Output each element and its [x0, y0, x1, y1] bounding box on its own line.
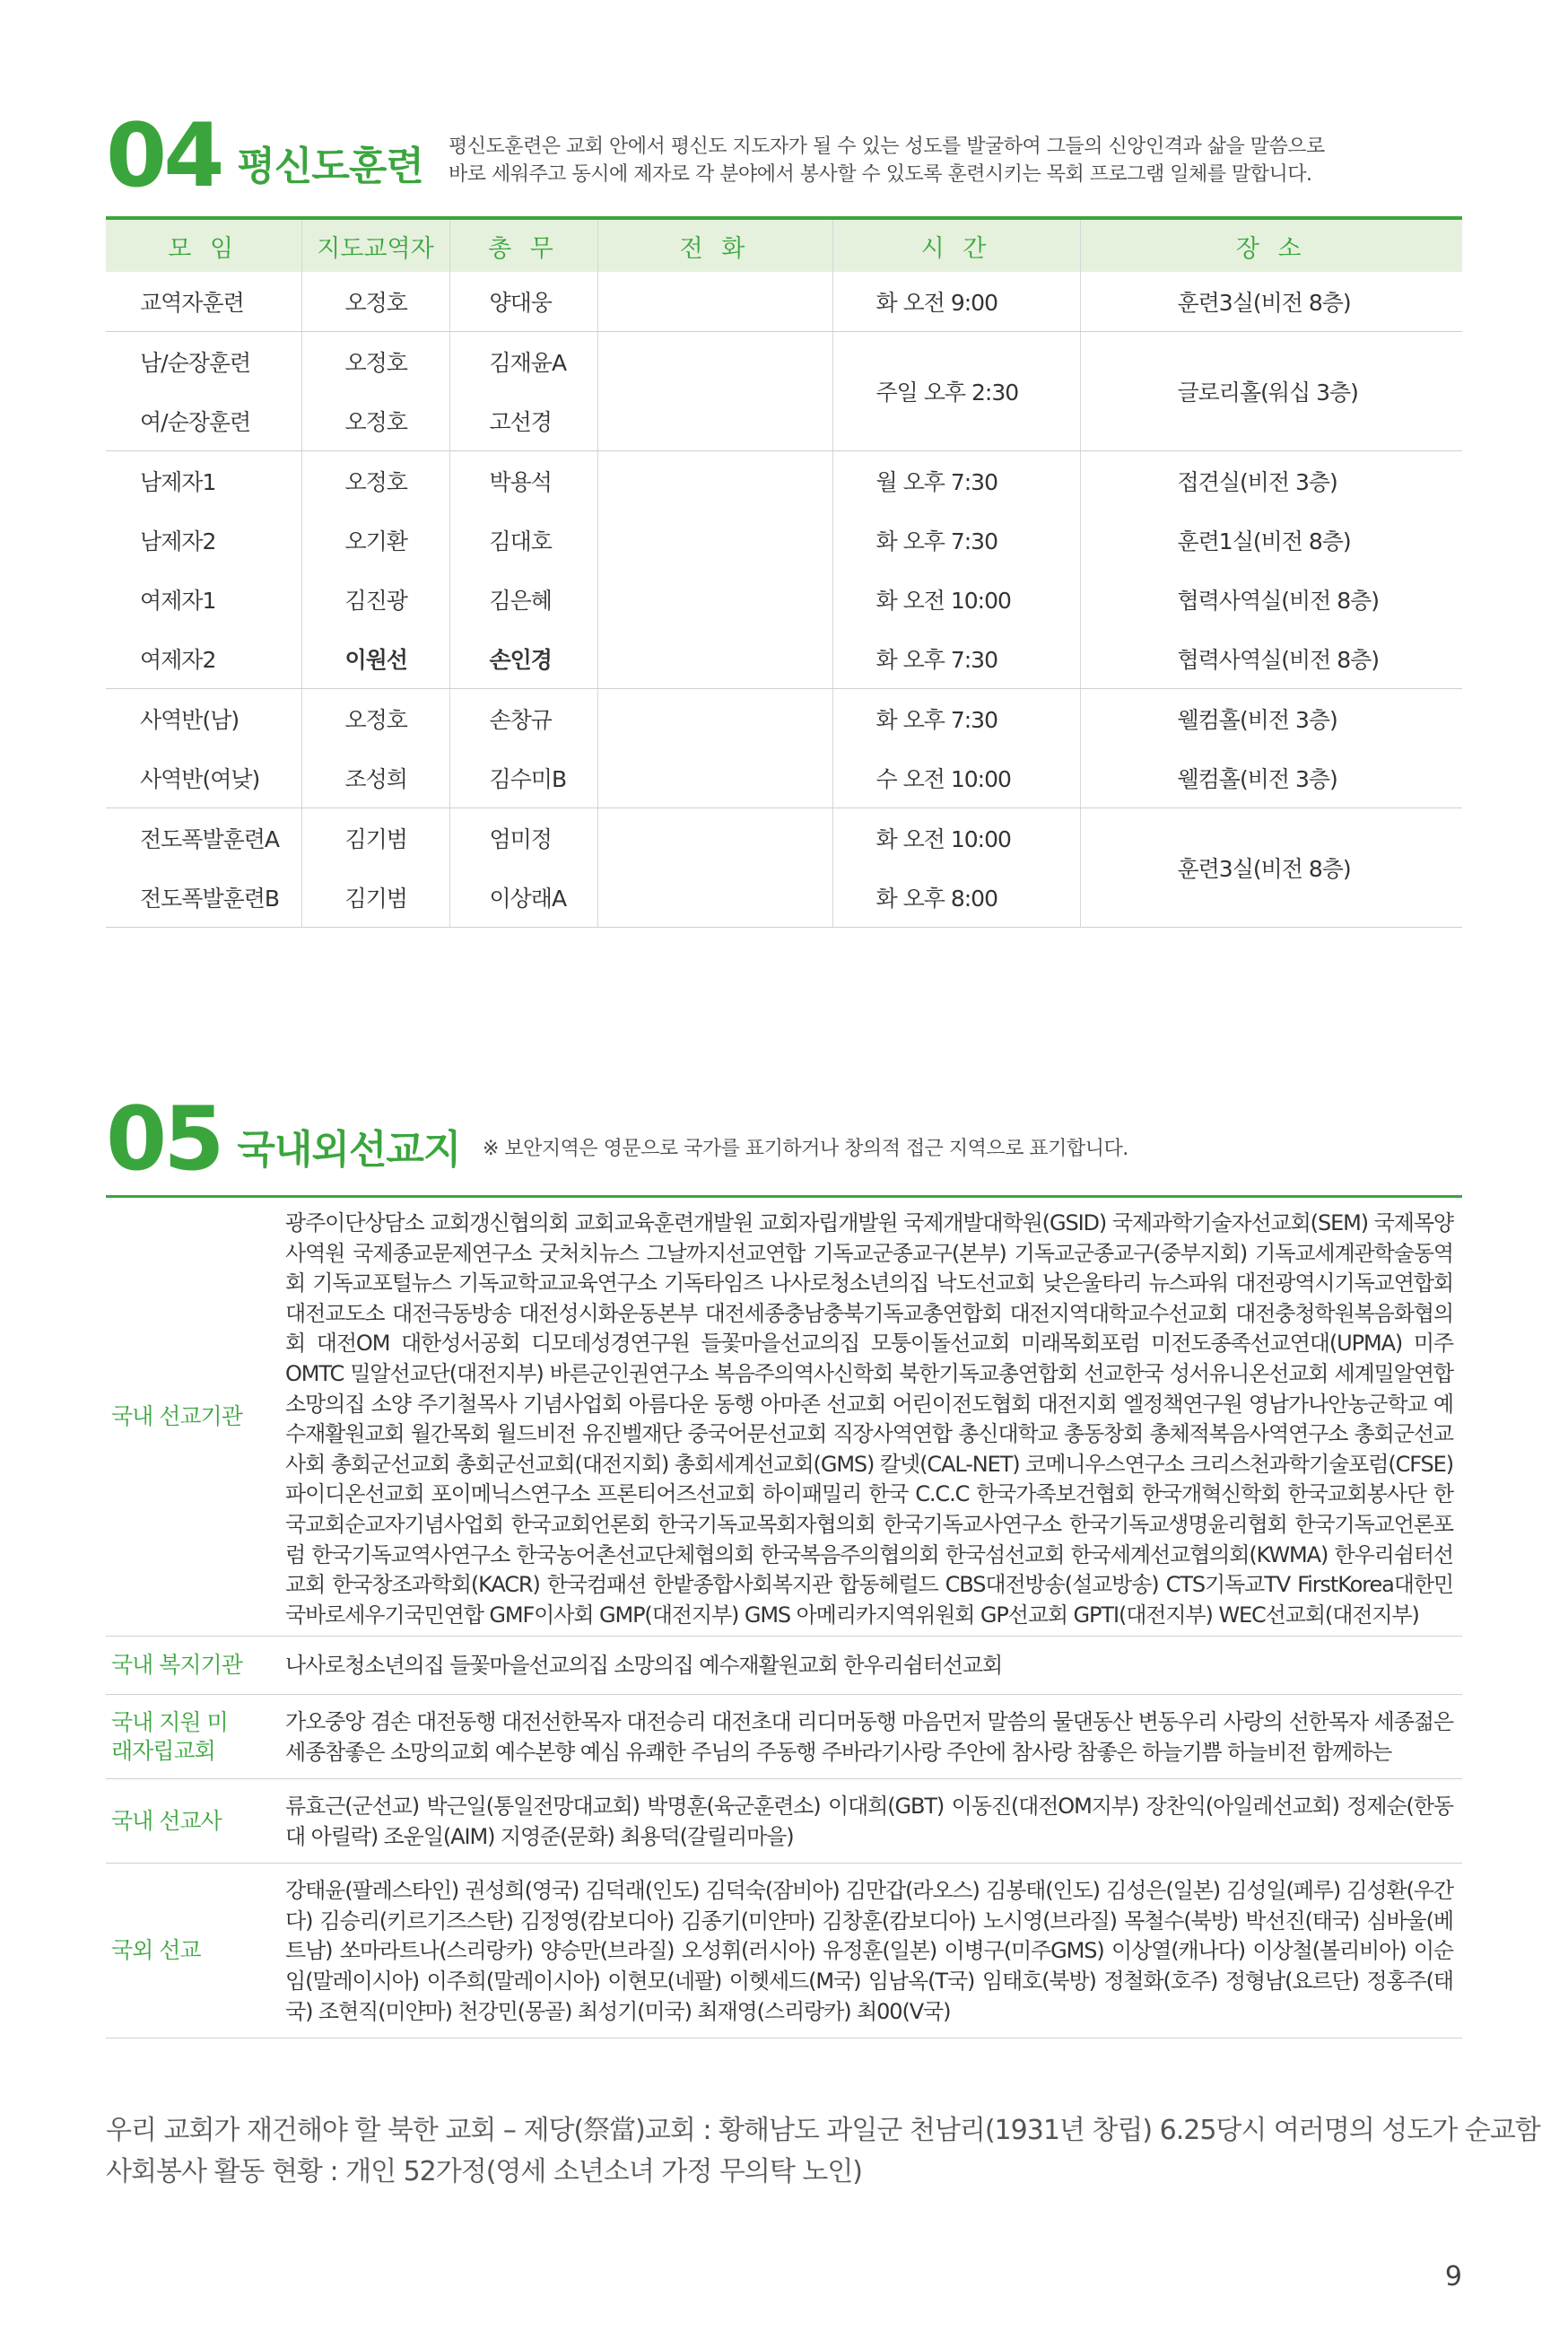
mission-row-churches: 국내 지원 미래자립교회 가오중앙 겸손 대전동행 대전선한목자 대전승리 대전초대 리디머동행 마음먼저 말씀의 물댄동산 변동우리 사랑의 선한목자 세종젊은 세종참좋은 소망의교회 예수본향 예심 유쾌한 주님의 주동행 주바라기사랑 주안에 참사랑 참좋은 하늘기쁨 하늘비전 함께하는 — [106, 1695, 1462, 1779]
mission-row-overseas: 국외 선교 강태윤(팔레스타인) 권성희(영국) 김덕래(인도) 김덕숙(잠비아) 김만갑(라오스) 김봉태(인도) 김성은(일본) 김성일(페루) 김성환(우간다) 김승리(키르기즈스탄) 김정영(캄보디아) 김종기(미얀마) 김창훈(캄보디아) 노시영(브라질) 목철수(북방) 박선진(태국) 심바울(베트남) 쏘마라트나(스리랑카) 양승만(브라질) 오성휘(러시아) 유정훈(일본) 이병구(미주GMS) 이상열(캐나다) 이상철(볼리비아) 이순임(말레이시아) 이주희(말레이시아) 이현모(네팔) 이헷세드(M국) 임남옥(T국) 임태호(북방) 정철화(호주) 정형남(요르단) 정홍주(태국) 조현직(미얀마) 천강민(몽골) 최성기(미국) 최재영(스리랑카) 최00(V국) — [106, 1864, 1462, 2039]
col-header-time: 시 간 — [832, 218, 1080, 272]
table-row: 여제자2 이원선 손인경 화 오후 7:30 협력사역실(비전 8층) — [106, 629, 1462, 689]
mission-row-domestic-orgs: 국내 선교기관 광주이단상담소 교회갱신협의회 교회교육훈련개발원 교회자립개발원 국제개발대학원(GSID) 국제과학기술자선교회(SEM) 국제목양사역원 국제종교문제연구소 굿처치뉴스 그날까지선교연합 기독교군종교구(본부) 기독교군종교구(중부지회) 기독교세계관학술동역회 기독교포털뉴스 기독교학교교육연구소 기독타임즈 나사로청소년의집 낙도선교회 낮은울타리 뉴스파워 대전광역시기독교연합회 대전교도소 대전극동방송 대전성시화운동본부 대전세종충남충북기독교총연합회 대전지역대학교수선교회 대전충청학원복음화협의회 대전OM 대한성서공회 디모데성경연구원 들꽃마을선교의집 모퉁이돌선교회 미래목회포럼 미전도종족선교연대(UPMA) 미주OMTC 밀알선교단(대전지부) 바른군인권연구소 복음주의역사신학회 북한기독교총연합회 선교한국 성서유니온선교회 세계밀알연합 소망의집 소양 주기철목사 기념사업회 아름다운 동행 아마존 선교회 어린이전도협회 대전지회 엘정책연구원 영남가나안농군학교 예수재활원교회 월간목회 월드비전 유진벨재단 중국어문선교회 직장사역연합 총신대학교 총동창회 총체적복음사역연구소 총회군선교사회 총회군선교회 총회군선교회(대전지회) 총회세계선교회(GMS) 칼넷(CAL-NET) 코메니우스연구소 크리스천과학기술포럼(CFSE) 파이디온선교회 포이메닉스연구소 프론티어즈선교회 하이패밀리 한국 C.C.C 한국가족보건협회 한국개혁신학회 한국교회봉사단 한국교회순교자기념사업회 한국교회언론회 한국기독교목회자협의회 한국기독교사연구소 한국기독교생명윤리협회 한국기독교언론포럼 한국기독교역사연구소 한국농어촌선교단체협의회 한국복음주의협의회 한국섬선교회 한국세계선교협의회(KWMA) 한우리쉼터선교회 한국창조과학회(KACR) 한국컴패션 한밭종합사회복지관 합동헤럴드 CBS대전방송(설교방송) CTS기독교TV FirstKorea대한민국바로세우기국민연합 GMF이사회 GMP(대전지부) GMS 아메리카지역위원회 GP선교회 GPTI(대전지부) WEC선교회(대전지부) — [106, 1198, 1462, 1637]
footer-notes — [106, 2110, 1540, 2193]
north-korea-church-note: 우리 교회가 재건해야 할 북한 교회 – 제당(祭當)교회 : 황해남도 과일군 천남리(1931년 창립) 6.25당시 여러명의 성도가 순교함 — [106, 2115, 1540, 2146]
phone-cell — [597, 808, 832, 928]
section-04-heading — [106, 105, 423, 207]
table-row: 전도폭발훈련B 김기범 이상래A 화 오후 8:00 — [106, 868, 1462, 928]
section-title: 국내외선교지 — [237, 1127, 461, 1173]
missions-list — [106, 1195, 1462, 2039]
phone-cell — [597, 332, 832, 451]
table-row: 사역반(남) 오정호 손창규 화 오후 7:30 웰컴홀(비전 3층) — [106, 689, 1462, 749]
section-note: ※ 보안지역은 영문으로 국가를 표기하거나 창의적 접근 지역으로 표기합니다. — [483, 1138, 1128, 1160]
mission-row-welfare: 국내 복지기관 나사로청소년의집 들꽃마을선교의집 소망의집 예수재활원교회 한우리쉼터선교회 — [106, 1637, 1462, 1695]
section-title: 평신도훈련 — [237, 144, 423, 189]
table-row: 남제자2 오기환 김대호 화 오후 7:30 훈련1실(비전 8층) — [106, 511, 1462, 570]
phone-cell — [597, 689, 832, 808]
section-description: 평신도훈련은 교회 안에서 평신도 지도자가 될 수 있는 성도를 발굴하여 그들의 신앙인격과 삶을 말씀으로 바로 세워주고 동시에 제자로 각 분야에서 봉사할 수 있도록 훈련시키는 목회 프로그램 일체를 말합니다. — [449, 135, 1325, 186]
phone-cell — [597, 451, 832, 689]
section-05-heading — [106, 1088, 461, 1191]
col-header-phone: 전 화 — [597, 218, 832, 272]
section-number: 04 — [106, 105, 222, 207]
col-header-secretary: 총 무 — [449, 218, 597, 272]
phone-cell — [597, 272, 832, 332]
training-schedule-table — [106, 216, 1462, 928]
table-header-row — [106, 218, 1462, 272]
table-row: 교역자훈련 오정호 양대웅 화 오전 9:00 훈련3실(비전 8층) — [106, 272, 1462, 332]
col-header-place: 장 소 — [1080, 218, 1462, 272]
table-row: 사역반(여낮) 조성희 김수미B 수 오전 10:00 웰컴홀(비전 3층) — [106, 748, 1462, 808]
social-service-note: 사회봉사 활동 현황 : 개인 52가정(영세 소년소녀 가정 무의탁 노인) — [106, 2156, 863, 2187]
table-row: 남/순장훈련 오정호 김재윤A 주일 오후 2:30 글로리홀(워십 3층) — [106, 332, 1462, 392]
table-row: 여/순장훈련 오정호 고선경 — [106, 391, 1462, 451]
col-header-group: 모 임 — [106, 218, 301, 272]
section-number: 05 — [106, 1088, 222, 1191]
col-header-leader: 지도교역자 — [301, 218, 449, 272]
table-row: 남제자1 오정호 박용석 월 오후 7:30 접견실(비전 3층) — [106, 451, 1462, 511]
table-row: 여제자1 김진광 김은혜 화 오전 10:00 협력사역실(비전 8층) — [106, 570, 1462, 629]
mission-row-domestic-missionaries: 국내 선교사 류효근(군선교) 박근일(통일전망대교회) 박명훈(육군훈련소) 이대희(GBT) 이동진(대전OM지부) 장찬익(아일레선교회) 정제순(한동대 아릴락) 조운일(AIM) 지영준(문화) 최용덕(갈릴리마을) — [106, 1779, 1462, 1864]
table-row: 전도폭발훈련A 김기범 엄미정 화 오전 10:00 훈련3실(비전 8층) — [106, 808, 1462, 869]
page-number: 9 — [1444, 2261, 1462, 2292]
